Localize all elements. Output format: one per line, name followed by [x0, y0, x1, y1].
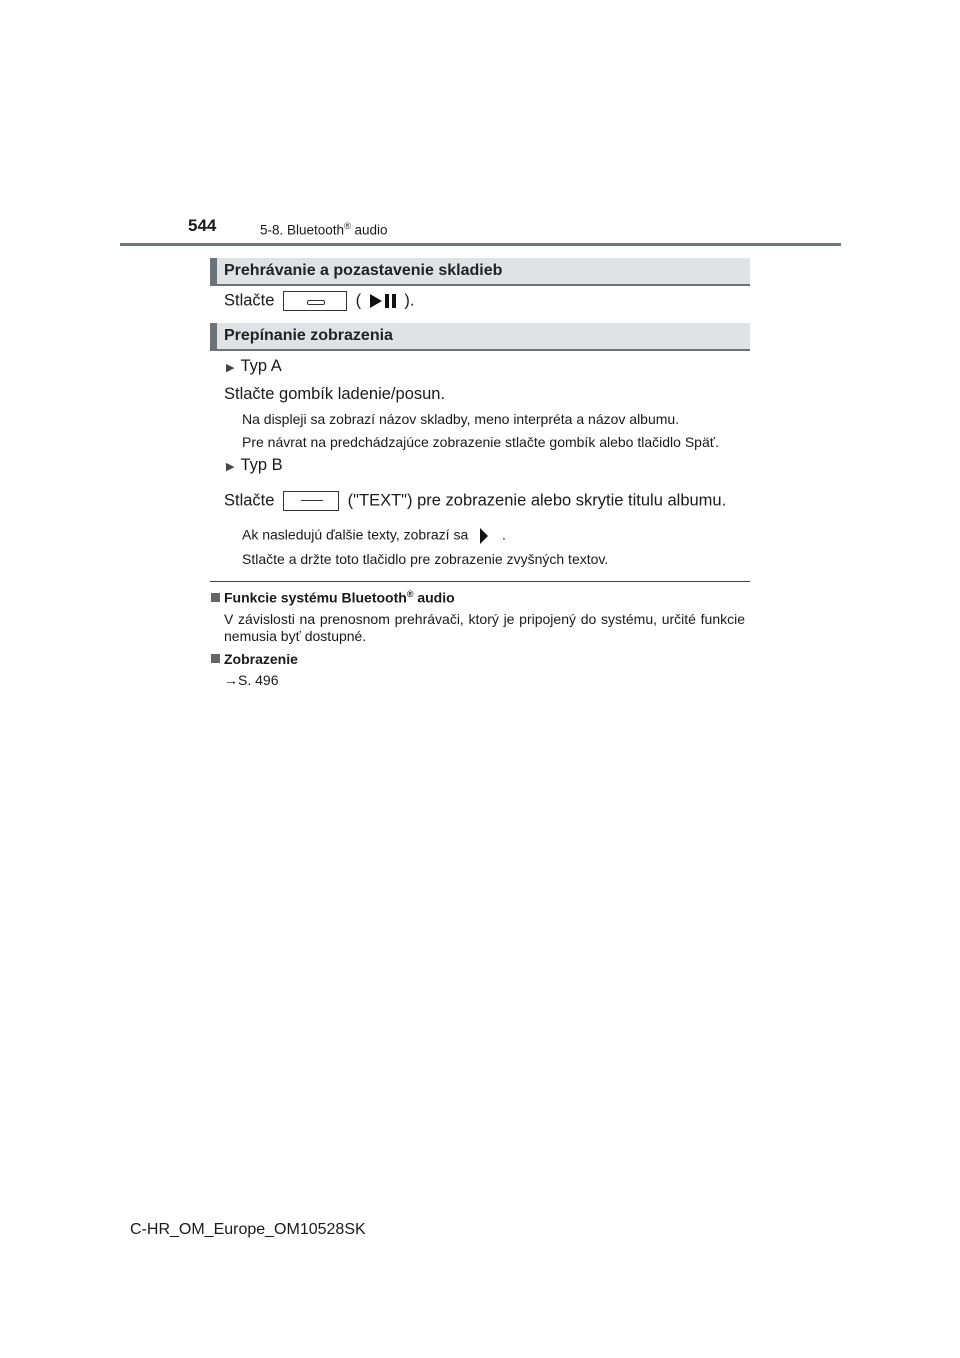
page-number: 544: [188, 216, 217, 235]
type-b-note-2: Stlačte a držte toto tlačidlo pre zobrazenie zvyšných textov.: [242, 551, 609, 567]
type-a-label: [226, 357, 282, 376]
text-key-icon: [283, 491, 339, 511]
play-pause-icon: [368, 292, 398, 310]
notes-divider: [210, 581, 750, 582]
note-title-display: [211, 651, 298, 667]
note-title-suffix: audio: [413, 589, 455, 606]
note-title-text: Zobrazenie: [224, 651, 298, 667]
section-heading-playback-title: Prehrávanie a pozastavenie skladieb: [224, 262, 503, 279]
type-a-instruction: Stlačte gombík ladenie/posun.: [224, 385, 446, 403]
type-b-instruction: [224, 491, 726, 511]
paren-close: ).: [404, 291, 415, 310]
note-start: Ak nasledujú ďalšie texty, zobrazí sa: [242, 526, 469, 543]
instruction-text: Stlačte: [224, 291, 275, 310]
type-a-note-1: Na displeji sa zobrazí názov skladby, meno interpréta a názov albumu.: [242, 411, 680, 427]
note-end: .: [502, 526, 506, 543]
triangle-bullet-icon: ▶: [226, 461, 235, 473]
page-reference-link[interactable]: →S. 496: [224, 672, 279, 688]
type-a-note-2: Pre návrat na predchádzajúce zobrazenie stlačte gombík alebo tlačidlo Späť.: [242, 434, 719, 450]
type-b-label: [226, 456, 283, 475]
section-heading-display: [210, 323, 750, 351]
triangle-bullet-icon: ▶: [226, 362, 235, 374]
registered-mark: ®: [406, 589, 414, 599]
square-bullet-icon: [211, 593, 220, 602]
header-rule: [120, 243, 841, 246]
instruction-end: ("TEXT") pre zobrazenie alebo skrytie titulu albumu.: [347, 491, 727, 510]
note-text-bluetooth: V závislosti na prenosnom prehrávači, ktorý je pripojený do systému, určité funkcie nemusia byť dostupné.: [224, 611, 745, 644]
type-b-text: Typ B: [240, 456, 283, 474]
type-a-text: Typ A: [240, 357, 282, 375]
document-code: C-HR_OM_Europe_OM10528SK: [130, 1221, 366, 1238]
playback-instruction: [224, 291, 414, 311]
section-prefix: 5-8. Bluetooth: [260, 222, 345, 238]
note-title-bluetooth: [211, 589, 455, 606]
instruction-start: Stlačte: [224, 491, 275, 510]
note-title-text: Funkcie systému Bluetooth: [224, 589, 407, 606]
running-header: [260, 221, 388, 238]
section-heading-display-title: Prepínanie zobrazenia: [224, 327, 393, 344]
paren-open: (: [355, 291, 362, 310]
scroll-arrow-icon: [474, 526, 496, 546]
section-heading-playback: [210, 258, 750, 286]
square-bullet-icon: [211, 654, 220, 663]
steering-switch-key-icon: [283, 291, 347, 311]
type-b-note-1: [242, 526, 506, 546]
registered-mark: ®: [344, 221, 351, 231]
section-suffix: audio: [350, 222, 388, 238]
